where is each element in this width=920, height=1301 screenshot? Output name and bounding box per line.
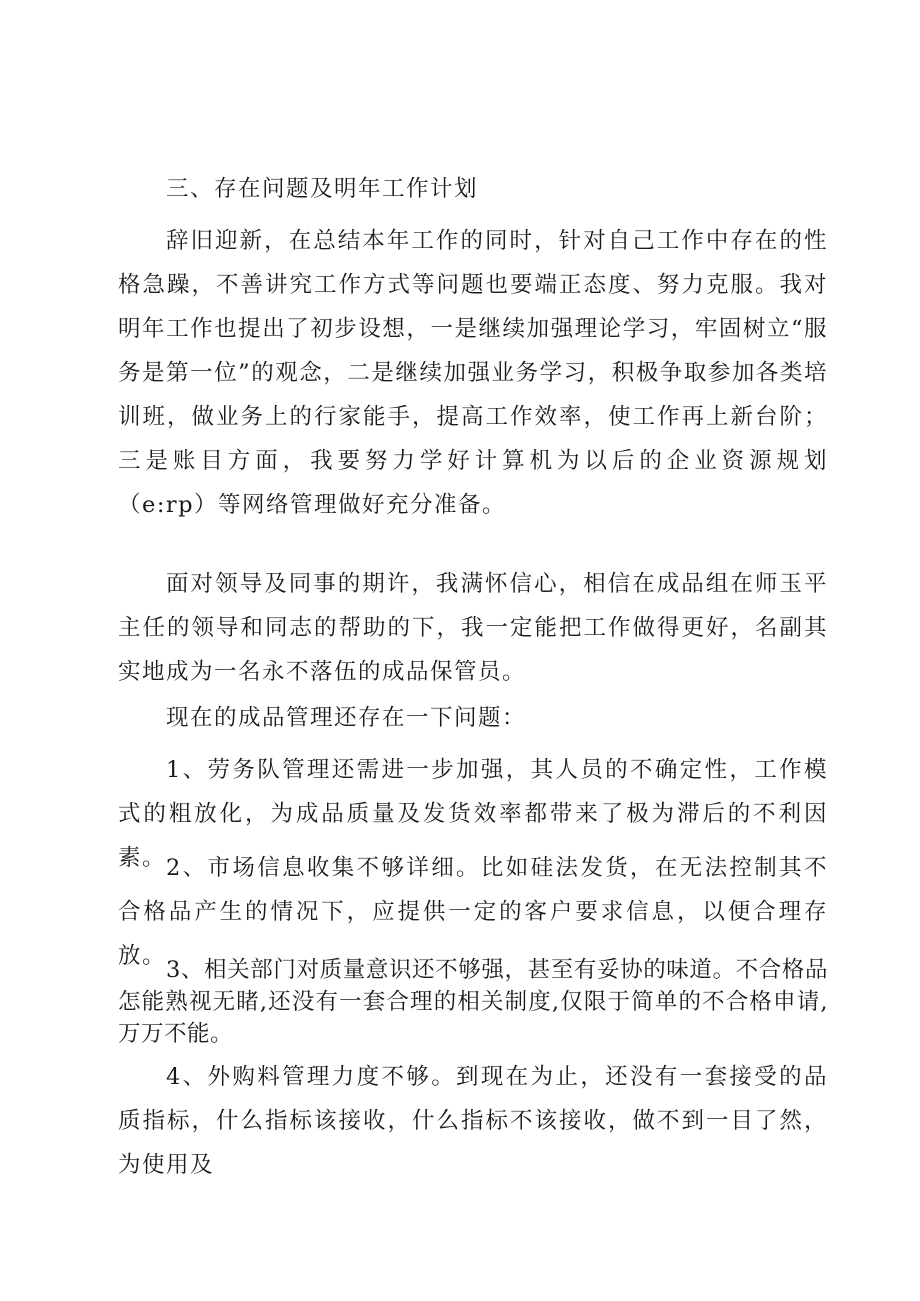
issue-item-2: 2、市场信息收集不够详细。比如硅法发货，在无法控制其不合格品产生的情况下，应提供一定的客户要求信息，以便合理存放。 (118, 855, 828, 969)
issue-item-3: 3、相关部门对质量意识还不够强，甚至有妥协的味道。不合格品怎能熟视无睹,还没有一套合理的相关制度,仅限于简单的不合格申请,万万不能。 (118, 957, 828, 1047)
issue-item-4: 4、外购料管理力度不够。到现在为止，还没有一套接受的品质指标，什么指标该接收，什么指标不该接收，做不到一目了然，为使用及 (118, 1064, 828, 1178)
paragraph-confidence: 面对领导及同事的期许，我满怀信心，相信在成品组在师玉平主任的领导和同志的帮助的下，我一定能把工作做得更好，名副其实地成为一名永不落伍的成品保管员。 (118, 571, 828, 685)
paragraph-issues-intro: 现在的成品管理还存在一下问题： (166, 705, 527, 731)
paragraph-work-plan: 辞旧迎新，在总结本年工作的同时，针对自己工作中存在的性格急躁，不善讲究工作方式等问题也要端正态度、努力克服。我对明年工作也提出了初步设想，一是继续加强理论学习，牢固树立“服务是第一位”的观念，二是继续加强业务学习，积极争取参加各类培训班，做业务上的行家能手，提高工作效率，使工作再上新台阶；三是账目方面，我要努力学好计算机为以后的企业资源规划（e:rp）等网络管理做好充分准备。 (118, 228, 828, 518)
section-heading: 三、存在问题及明年工作计划 (166, 176, 479, 202)
issue-item-1: 1、劳务队管理还需进一步加强，其人员的不确定性，工作模式的粗放化，为成品质量及发货效率都带来了极为滞后的不利因素。 (118, 757, 828, 871)
